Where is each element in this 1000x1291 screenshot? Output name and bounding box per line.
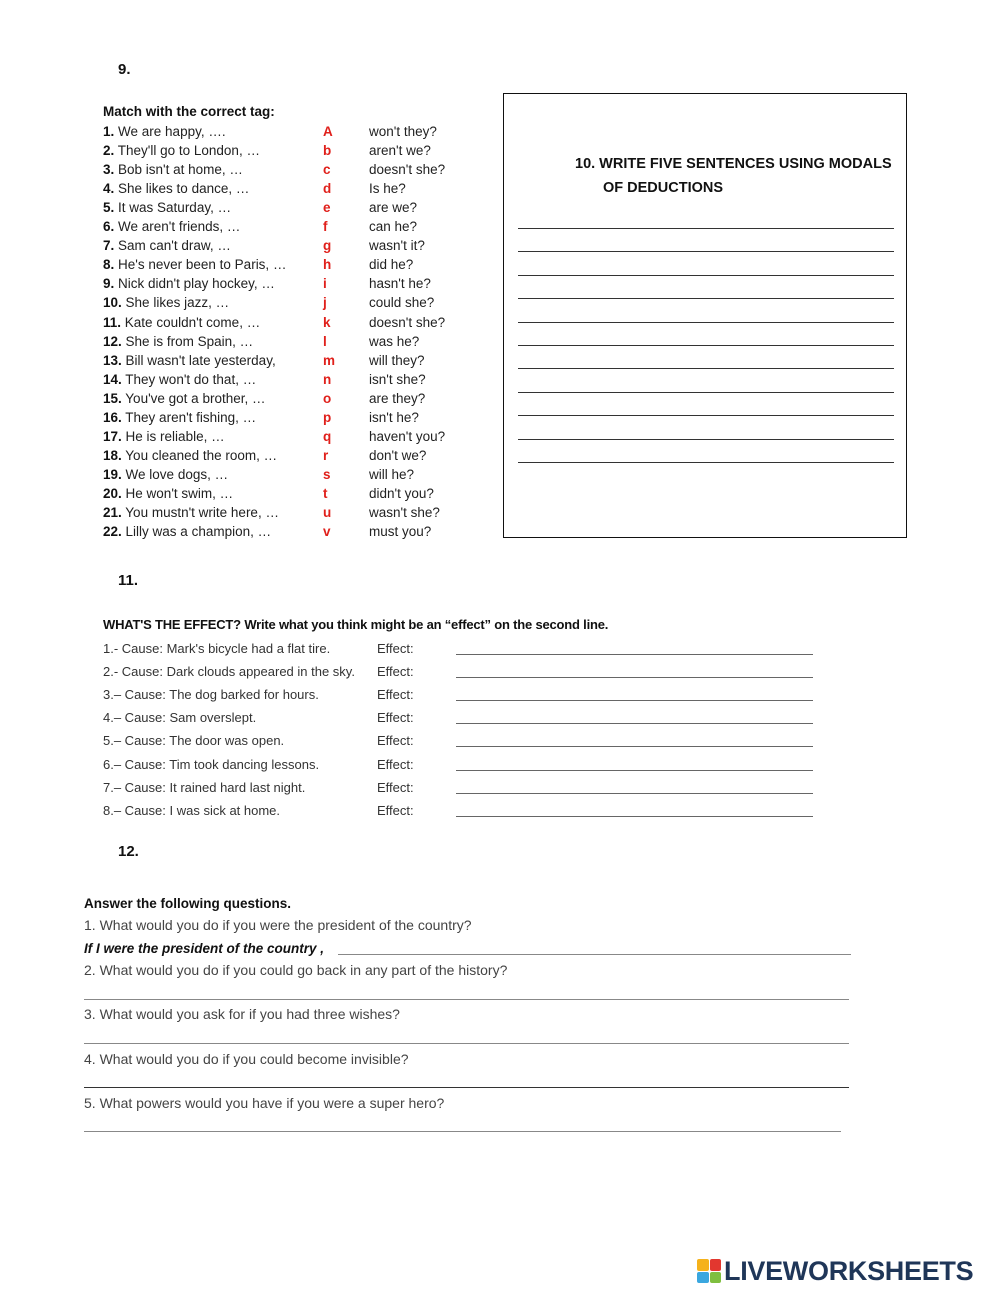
tag-row: [103, 200, 463, 219]
tag-sentence-text: Sam can't draw, …: [118, 238, 231, 254]
tag-sentence-number: 13.: [103, 352, 122, 368]
answer-prefix: If I were the president of the country ,: [84, 941, 325, 956]
tag-sentence-number: 16.: [103, 409, 122, 425]
tag-letter: i: [323, 276, 327, 292]
tag-sentence-text: He's never been to Paris, …: [118, 257, 287, 273]
sentence-write-line[interactable]: [518, 322, 894, 323]
cause-effect-row: [103, 641, 823, 661]
tag-sentence-text: She likes jazz, …: [125, 295, 230, 311]
section-10-title-line1: 10. WRITE FIVE SENTENCES USING MODALS: [575, 156, 892, 172]
tag-sentence-number: 19.: [103, 466, 122, 482]
tag-letter: n: [323, 371, 332, 387]
logo-text: LIVEWORKSHEETS: [724, 1255, 974, 1286]
answer-line-3[interactable]: [84, 1043, 849, 1044]
effect-label: Effect:: [377, 756, 414, 772]
effect-label: Effect:: [377, 733, 414, 749]
effect-answer-line[interactable]: [456, 654, 813, 655]
tag-letter: c: [323, 162, 331, 178]
tag-sentence-number: 9.: [103, 276, 115, 292]
effect-label: Effect:: [377, 710, 414, 726]
tag-sentence-number: 22.: [103, 524, 122, 540]
question-tag: will they?: [369, 352, 425, 368]
tag-sentence-number: 18.: [103, 447, 122, 463]
tag-sentence: [103, 429, 225, 444]
question-tag: isn't she?: [369, 371, 426, 387]
tag-row: [103, 429, 463, 448]
tag-sentence: [103, 315, 260, 330]
tag-row: [103, 505, 463, 524]
tag-row: [103, 181, 463, 200]
tag-sentence-text: We love dogs, …: [125, 466, 229, 482]
question-tag: Is he?: [369, 181, 406, 197]
tag-sentence-number: 7.: [103, 238, 115, 254]
tag-sentence-number: 12.: [103, 333, 122, 349]
tag-sentence-number: 4.: [103, 181, 115, 197]
effect-label: Effect:: [377, 802, 414, 818]
tag-letter: j: [323, 295, 327, 311]
sentence-write-line[interactable]: [518, 275, 894, 276]
question-tag: did he?: [369, 257, 414, 273]
question-tag: didn't you?: [369, 485, 434, 501]
tag-row: [103, 524, 463, 543]
cause-text: 6.– Cause: Tim took dancing lessons.: [103, 756, 320, 772]
question-tag: must you?: [369, 524, 432, 540]
question-4: 4. What would you do if you could become invisible?: [84, 1051, 409, 1067]
tag-sentence-number: 10.: [103, 295, 122, 311]
question-tag: are we?: [369, 200, 418, 216]
tag-row: [103, 276, 463, 295]
tag-row: [103, 372, 463, 391]
tag-letter: q: [323, 428, 332, 444]
tag-letter: f: [323, 219, 328, 235]
tag-sentence: [103, 410, 256, 425]
tag-letter: r: [323, 447, 329, 463]
sentence-write-line[interactable]: [518, 462, 894, 463]
cause-effect-row: [103, 733, 823, 753]
tag-sentence-text: It was Saturday, …: [118, 200, 232, 216]
tag-sentence-text: He is reliable, …: [125, 428, 225, 444]
tag-sentence-text: You mustn't write here, …: [125, 505, 279, 520]
question-tag: was he?: [369, 333, 420, 349]
question-2: 2. What would you do if you could go back in any part of the history?: [84, 962, 508, 978]
tag-sentence-text: They'll go to London, …: [117, 143, 260, 159]
section-10-title-line2: OF DEDUCTIONS: [603, 180, 724, 196]
cause-text: 3.– Cause: The dog barked for hours.: [103, 687, 319, 703]
question-tag: aren't we?: [369, 143, 431, 159]
tag-sentence: [103, 200, 231, 215]
tag-sentence-number: 20.: [103, 485, 122, 501]
logo-icon-tile: [710, 1259, 722, 1271]
tag-letter: u: [323, 505, 332, 520]
tag-row: [103, 162, 463, 181]
question-5: 5. What powers would you have if you were a super hero?: [84, 1095, 445, 1111]
tag-sentence-text: They aren't fishing, …: [125, 409, 257, 425]
question-tag: haven't you?: [369, 428, 446, 444]
tag-row: [103, 295, 463, 314]
section-9-number: 9.: [118, 61, 131, 78]
question-tag: wasn't it?: [369, 238, 425, 254]
question-tag: can he?: [369, 219, 418, 235]
tag-sentence: [103, 124, 226, 139]
effect-answer-line[interactable]: [456, 677, 813, 678]
sentence-write-line[interactable]: [518, 415, 894, 416]
tag-letter: d: [323, 181, 332, 197]
tag-sentence-text: Kate couldn't come, …: [124, 314, 261, 330]
tag-sentence-number: 6.: [103, 219, 115, 235]
tag-row: [103, 410, 463, 429]
tag-letter: m: [323, 352, 336, 368]
question-3: 3. What would you ask for if you had three wishes?: [84, 1006, 400, 1022]
tag-sentence: [103, 391, 265, 406]
tag-row: [103, 486, 463, 505]
tag-sentence: [103, 181, 249, 196]
tag-sentence: [103, 524, 271, 539]
effect-label: Effect:: [377, 664, 414, 680]
sentence-write-line[interactable]: [518, 228, 894, 229]
tag-letter: o: [323, 390, 332, 406]
tag-sentence: [103, 467, 228, 482]
cause-text: 8.– Cause: I was sick at home.: [103, 802, 281, 818]
sentence-write-line[interactable]: [518, 368, 894, 369]
tag-sentence: [103, 276, 275, 291]
tag-sentence-text: You've got a brother, …: [125, 390, 266, 406]
tag-sentence-number: 2.: [103, 143, 115, 159]
question-tag: don't we?: [369, 447, 427, 463]
effect-answer-line[interactable]: [456, 816, 813, 817]
cause-effect-row: [103, 803, 823, 823]
question-tag: hasn't he?: [369, 276, 431, 292]
tag-letter: b: [323, 143, 332, 159]
tag-letter: p: [323, 409, 332, 425]
cause-text: 4.– Cause: Sam overslept.: [103, 710, 257, 726]
sentence-write-line[interactable]: [518, 345, 894, 346]
tag-sentence-number: 5.: [103, 200, 115, 216]
tag-sentence-text: They won't do that, …: [125, 371, 257, 387]
liveworksheets-logo: [697, 1254, 973, 1288]
answer-line-2[interactable]: [84, 999, 849, 1000]
tag-sentence: [103, 372, 256, 387]
sentence-write-line[interactable]: [518, 439, 894, 440]
sentence-write-line[interactable]: [518, 298, 894, 299]
tag-sentence-text: You cleaned the room, …: [125, 447, 278, 463]
tag-sentence-text: Bob isn't at home, …: [118, 162, 243, 178]
section-12-number: 12.: [118, 843, 139, 860]
tag-row: [103, 257, 463, 276]
effect-answer-line[interactable]: [456, 746, 813, 747]
logo-icon-tile: [697, 1259, 709, 1271]
tag-sentence-number: 1.: [103, 124, 115, 139]
effect-label: Effect:: [377, 687, 414, 703]
cause-text: 2.- Cause: Dark clouds appeared in the sky.: [103, 664, 355, 680]
question-tag: won't they?: [369, 124, 437, 139]
tag-sentence: [103, 162, 243, 177]
answer-line-1[interactable]: [338, 954, 851, 955]
tag-sentence-text: Lilly was a champion, …: [125, 524, 272, 540]
tag-row: [103, 124, 463, 143]
tag-sentence-number: 8.: [103, 257, 115, 273]
tag-sentence: [103, 353, 276, 368]
section-11-number: 11.: [118, 572, 139, 589]
tag-sentence-text: We aren't friends, …: [118, 219, 241, 235]
tag-sentence-number: 3.: [103, 162, 115, 178]
cause-effect-row: [103, 710, 823, 730]
section-9-title: Match with the correct tag:: [103, 104, 275, 119]
question-tag: doesn't she?: [369, 162, 446, 178]
tag-letter: h: [323, 257, 332, 273]
tag-letter: g: [323, 238, 332, 254]
tag-row: [103, 391, 463, 410]
tag-sentence-text: She is from Spain, …: [125, 333, 254, 349]
tag-sentence-number: 21.: [103, 505, 122, 520]
tag-sentence-number: 14.: [103, 371, 122, 387]
tag-sentence: [103, 257, 286, 272]
effect-answer-line[interactable]: [456, 700, 813, 701]
question-1: 1. What would you do if you were the president of the country?: [84, 917, 472, 933]
cause-effect-row: [103, 780, 823, 800]
question-tag: wasn't she?: [369, 505, 440, 520]
cause-text: 1.- Cause: Mark's bicycle had a flat tire.: [103, 641, 331, 656]
tag-sentence-number: 15.: [103, 390, 122, 406]
tag-sentence-text: Bill wasn't late yesterday,: [125, 352, 276, 368]
question-tag: isn't he?: [369, 409, 419, 425]
section-10-title: [575, 152, 905, 200]
tag-row: [103, 315, 463, 334]
tag-sentence: [103, 295, 229, 310]
tag-row: [103, 238, 463, 257]
tag-sentence: [103, 334, 253, 349]
tag-sentence-text: We are happy, ….: [118, 124, 226, 139]
cause-effect-row: [103, 664, 823, 684]
tag-sentence-text: She likes to dance, …: [118, 181, 250, 197]
sentence-write-line[interactable]: [518, 251, 894, 252]
question-tag: will he?: [369, 466, 415, 482]
logo-icon-tile: [710, 1272, 722, 1284]
question-tag: are they?: [369, 390, 426, 406]
effect-answer-line[interactable]: [456, 723, 813, 724]
tag-letter: t: [323, 485, 328, 501]
tag-sentence: [103, 238, 231, 253]
answer-line-5[interactable]: [84, 1131, 841, 1132]
effect-answer-line[interactable]: [456, 793, 813, 794]
tag-sentence-number: 11.: [103, 314, 122, 330]
tag-letter: s: [323, 466, 331, 482]
tag-letter: k: [323, 314, 331, 330]
section-12-title: Answer the following questions.: [84, 896, 292, 911]
tag-row: [103, 219, 463, 238]
answer-line-4[interactable]: [84, 1087, 849, 1088]
effect-label: Effect:: [377, 641, 414, 656]
tag-sentence: [103, 143, 260, 158]
tag-letter: v: [323, 524, 331, 540]
tag-letter: l: [323, 333, 327, 349]
cause-text: 5.– Cause: The door was open.: [103, 733, 285, 749]
logo-icon-tile: [697, 1272, 709, 1284]
tag-sentence: [103, 219, 240, 234]
sentence-write-line[interactable]: [518, 392, 894, 393]
tag-row: [103, 353, 463, 372]
question-tag: doesn't she?: [369, 314, 446, 330]
tag-letter: A: [323, 124, 333, 139]
logo-icon: [697, 1259, 721, 1283]
tag-sentence: [103, 486, 233, 501]
tag-letter: e: [323, 200, 331, 216]
tag-sentence-text: Nick didn't play hockey, …: [118, 276, 275, 292]
tag-row: [103, 467, 463, 486]
section-11-title: WHAT'S THE EFFECT? Write what you think might be an “effect” on the second line.: [103, 617, 609, 632]
tag-sentence-text: He won't swim, …: [125, 485, 234, 501]
effect-label: Effect:: [377, 779, 414, 795]
cause-effect-row: [103, 687, 823, 707]
tag-row: [103, 143, 463, 162]
tag-row: [103, 334, 463, 353]
cause-text: 7.– Cause: It rained hard last night.: [103, 779, 306, 795]
effect-answer-line[interactable]: [456, 770, 813, 771]
tag-sentence-number: 17.: [103, 428, 122, 444]
tag-sentence: [103, 505, 279, 520]
question-tag: could she?: [369, 295, 435, 311]
tag-sentence: [103, 448, 277, 463]
cause-effect-row: [103, 757, 823, 777]
tag-row: [103, 448, 463, 467]
